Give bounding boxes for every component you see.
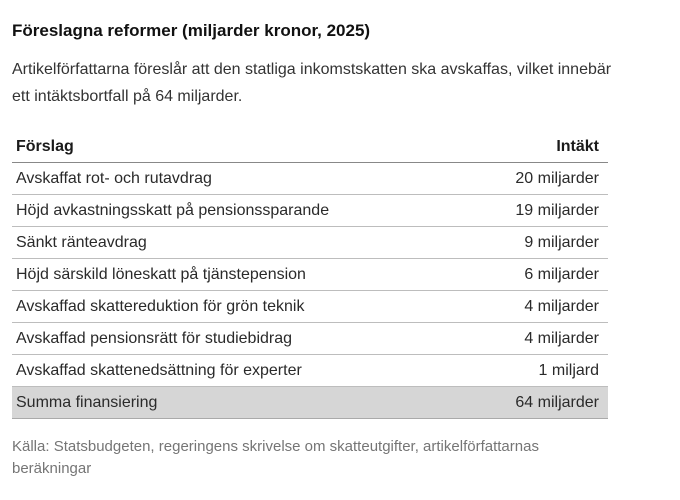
row-revenue: 9 miljarder	[472, 227, 608, 259]
figure-lede: Artikelförfattarna föreslår att den statliga inkomstskatten ska avskaffas, vilket innebär ett intäktsbortfall på 64 miljarder.	[12, 61, 612, 105]
table-row	[12, 323, 608, 355]
row-revenue: 19 miljarder	[472, 195, 608, 227]
table-row	[12, 259, 608, 291]
reforms-table	[12, 131, 608, 419]
total-label: Summa finansiering	[12, 387, 472, 419]
table-row	[12, 291, 608, 323]
total-value: 64 miljarder	[472, 387, 608, 419]
table-header-row	[12, 131, 608, 163]
row-proposal: Avskaffad skattereduktion för grön teknik	[12, 291, 472, 323]
row-proposal: Avskaffad skattenedsättning för experter	[12, 355, 472, 387]
row-proposal: Avskaffat rot- och rutavdrag	[12, 163, 472, 195]
row-revenue: 6 miljarder	[472, 259, 608, 291]
header-revenue: Intäkt	[472, 131, 608, 163]
table-row	[12, 227, 608, 259]
row-proposal: Sänkt ränteavdrag	[12, 227, 472, 259]
table-total-row	[12, 387, 608, 419]
figure-title: Föreslagna reformer (miljarder kronor, 2025)	[12, 21, 371, 40]
row-revenue: 20 miljarder	[472, 163, 608, 195]
row-proposal: Höjd särskild löneskatt på tjänstepension	[12, 259, 472, 291]
source-note: Källa: Statsbudgeten, regeringens skrivelse om skatteutgifter, artikelförfattarnas beräkningar	[12, 438, 539, 477]
table-row	[12, 195, 608, 227]
header-proposal: Förslag	[12, 131, 472, 163]
row-proposal: Höjd avkastningsskatt på pensionssparande	[12, 195, 472, 227]
table-row	[12, 355, 608, 387]
row-revenue: 1 miljard	[472, 355, 608, 387]
table-row	[12, 163, 608, 195]
row-proposal: Avskaffad pensionsrätt för studiebidrag	[12, 323, 472, 355]
row-revenue: 4 miljarder	[472, 291, 608, 323]
row-revenue: 4 miljarder	[472, 323, 608, 355]
